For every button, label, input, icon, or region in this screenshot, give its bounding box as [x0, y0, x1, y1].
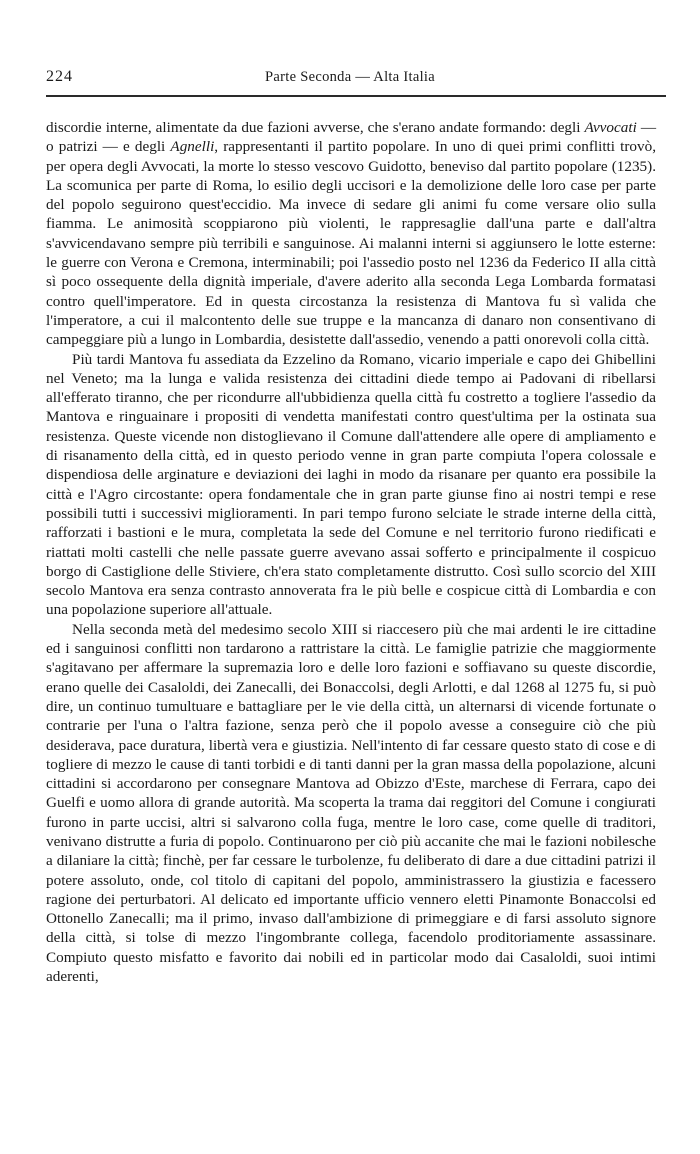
running-head: Parte Seconda — Alta Italia: [265, 69, 435, 85]
italic-term-agnelli: Agnelli: [170, 138, 215, 156]
paragraph-1-text-a: discordie interne, alimentate da due fazioni avverse, che s'erano andate formando: degli: [46, 119, 585, 136]
header-rule: [46, 95, 666, 97]
paragraph-1: [46, 118, 656, 350]
paragraph-3: Nella seconda metà del medesimo secolo XIII si riaccesero più che mai ardenti le ire cittadine ed i sanguinosi conflitti non tardarono a rattristare la città. Le famiglie patrizie che maggiormente s'agitavano per affermare la supremazia loro e delle loro fazioni e soffiavano su queste discordie, erano quelle dei Casaloldi, dei Zanecalli, dei Bonaccolsi, degli Arlotti, e dal 1268 al 1275 fu, si può dire, un continuo tumultuare e battagliare per le vie della città, un alternarsi di vicende fortunate o contrarie per l'una o l'altra fazione, senza però che il popolo avesse a conseguire ciò che più desiderava, pace duratura, libertà vera e giustizia. Nell'intento di far cessare questo stato di cose e di togliere di mezzo le cause di tanti torbidi e di tanti danni per la gran massa della popolazione, alcuni cittadini si accordarono per consegnare Mantova ad Obizzo d'Este, marchese di Ferrara, capo dei Guelfi e uomo allora di grande autorità. Ma scoperta la trama dai reggitori del Comune i congiurati furono in parte uccisi, altri si salvarono colla fuga, mentre le loro case, come quelle di traditori, venivano distrutte a furia di popolo. Continuarono per ciò più accanite che mai le fazioni nobilesche a dilaniare la città; finchè, per far cessare le turbolenze, fu deliberato di dare a due cittadini patrizi il potere assoluto, onde, col titolo di capitani del popolo, amministrassero la giustizia e facessero ragione dei perturbatori. Al delicato ed importante ufficio vennero eletti Pinamonte Bonaccolsi ed Ottonello Zanecalli; ma il primo, invaso dall'ambizione di primeggiare e di farsi assoluto signore della città, si tolse di mezzo l'ingombrante collega, facendolo proditoriamente assassinare. Compiuto questo misfatto e favorito dai nobili ed in particolar modo dai Casaloldi, suoi intimi aderenti,: [46, 620, 656, 986]
body-text: [46, 118, 656, 986]
italic-term-avvocati: Avvocati: [584, 119, 637, 136]
paragraph-1-text-c: — o patrizi — e degli: [46, 119, 657, 156]
paragraph-1-text-e: , rappresentanti il partito popolare. In uno di quei primi conflitti trovò, per opera degli Avvocati, la morte lo stesso vescovo Guidotto, beneviso dal partito popolare (1235). La scomunica per parte di Roma, lo esilio degli uccisori e la demolizione delle loro case per parte del popolo seguirono quest'eccidio. Ma invece di sedare gli animi fu come versare olio sulla fiamma. Le animosità scoppiarono più violenti, le rappresaglie dall'una parte e dall'altra s'avvicendavano sempre più terribili e sanguinose. Ai malanni interni si aggiunsero le lotte esterne: le guerre con Verona e Cremona, interminabili; poi l'assedio posto nel 1236 da Federico II alla città sì poco ossequente della dignità imperiale, d'avere aderito alla seconda Lega Lombarda formatasi contro quell'imperatore. Ed in questa circostanza la resistenza di Mantova fu sì valida che l'imperatore, a cui il malcontento delle sue truppe e la mancanza di danaro non consentivano di campeggiare più a lungo in Lombardia, desistette dall'assedio, venendo a patti onorevoli colla città.: [46, 138, 656, 349]
paragraph-2: Più tardi Mantova fu assediata da Ezzelino da Romano, vicario imperiale e capo dei Ghibellini nel Veneto; ma la lunga e valida resistenza dei cittadini diede tempo ai Padovani di ribellarsi all'efferato tiranno, che per ricondurre all'ubbidienza quella città fu costretto a togliere l'assedio da Mantova e ringuainare i propositi di vendetta manifestati contro quest'ultima per la ostinata sua resistenza. Queste vicende non distoglievano il Comune dall'attendere alle opere di ampliamento e di risanamento della città, ed in questo periodo venne in gran parte compiuta l'opera colossale e dispendiosa delle arginature e deviazioni dei laghi in modo da risanare per quanto era possibile la città e l'Agro circostante: opera fondamentale che in gran parte giunse fino ai nostri tempi e rese possibili tutti i successivi miglioramenti. In pari tempo furono selciate le strade interne della città, rafforzati i bastioni e le mura, completata la sede del Comune e nel territorio furono riedificati e riattati molti castelli che nelle passate guerre avevano assai sofferto e principalmente il cospicuo borgo di Castiglione delle Stiviere, ch'era stato completamente distrutto. Così sullo scorcio del XIII secolo Mantova era senza contrasto annoverata fra le più belle e cospicue città di Lombardia e con una popolazione superiore all'attuale.: [46, 350, 656, 619]
page-number: 224: [46, 68, 73, 85]
page-header: [46, 68, 654, 90]
